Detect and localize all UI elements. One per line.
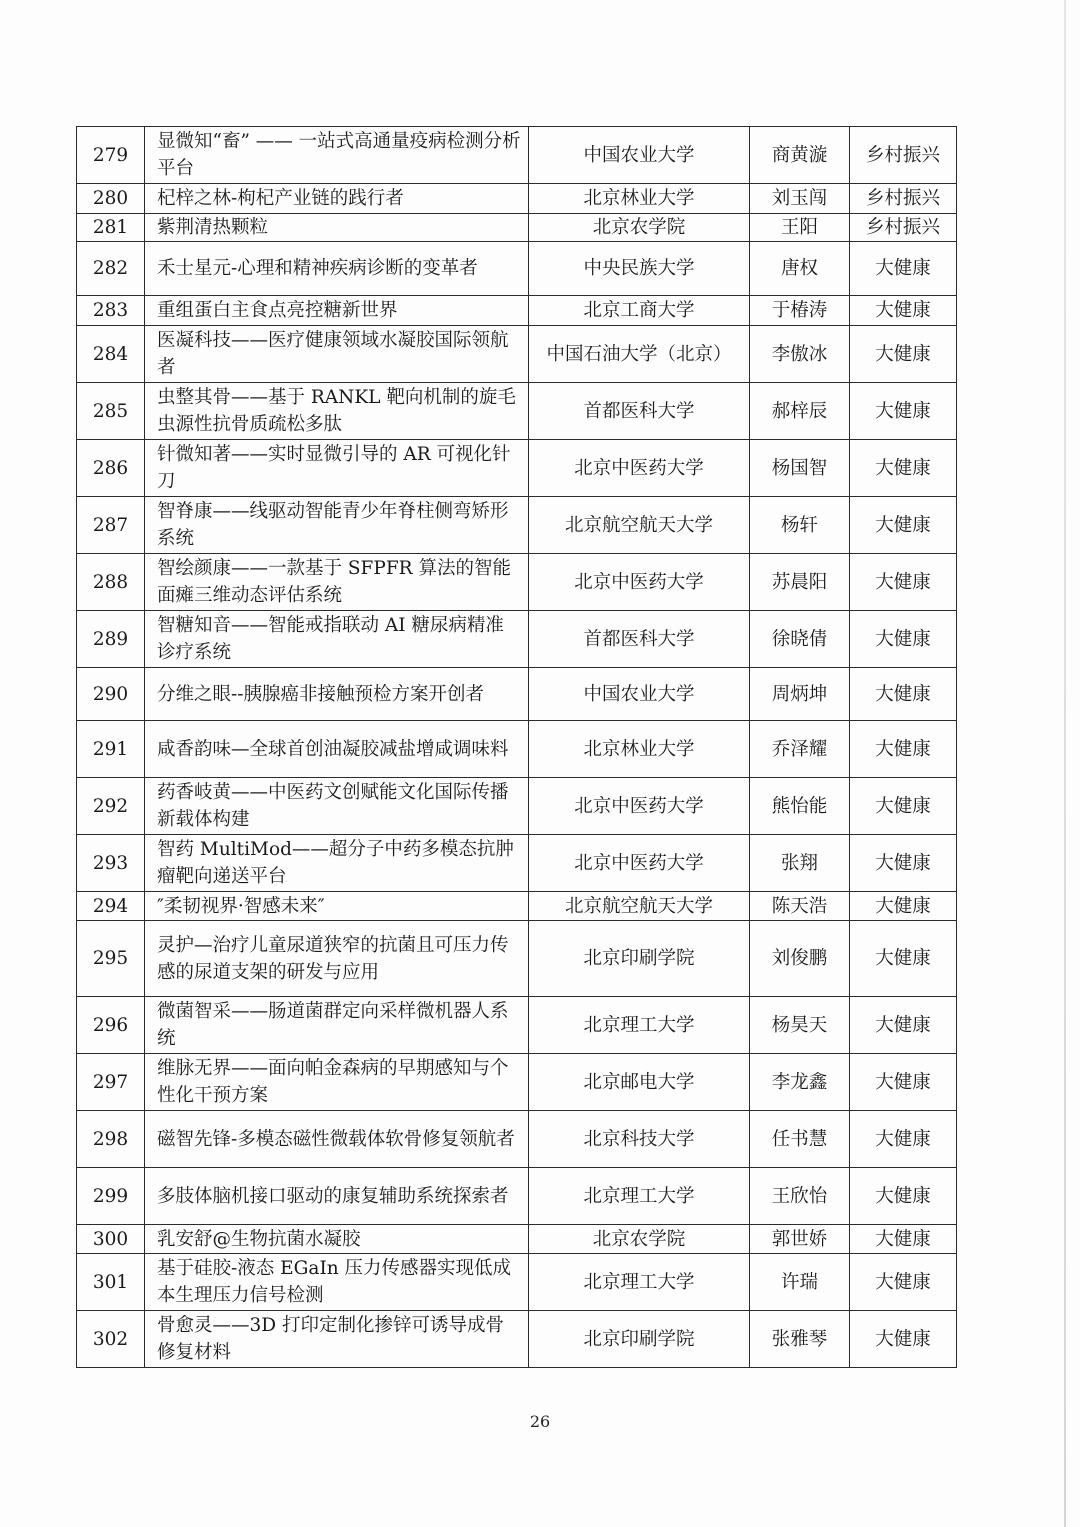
table-row (77, 127, 957, 184)
track-label: 大健康 (850, 1225, 957, 1254)
leader-name: 苏晨阳 (750, 554, 850, 611)
table-row (77, 892, 957, 921)
table-row (77, 668, 957, 721)
leader-name: 王阳 (750, 214, 850, 242)
table-body (77, 127, 957, 1368)
project-name: 磁智先锋-多模态磁性微载体软骨修复领航者 (145, 1111, 529, 1168)
row-number: 300 (77, 1225, 145, 1254)
track-label: 大健康 (850, 721, 957, 778)
page-number: 26 (529, 1412, 551, 1431)
school-name: 首都医科大学 (529, 383, 750, 440)
school-name: 北京农学院 (529, 214, 750, 242)
track-label: 大健康 (850, 921, 957, 997)
leader-name: 乔泽耀 (750, 721, 850, 778)
leader-name: 杨国智 (750, 440, 850, 497)
leader-name: 李傲冰 (750, 326, 850, 383)
track-label: 大健康 (850, 1254, 957, 1311)
project-name: 分维之眼--胰腺癌非接触预检方案开创者 (145, 668, 529, 721)
leader-name: 刘俊鹏 (750, 921, 850, 997)
leader-name: 任书慧 (750, 1111, 850, 1168)
row-number: 298 (77, 1111, 145, 1168)
leader-name: 李龙鑫 (750, 1054, 850, 1111)
school-name: 北京工商大学 (529, 296, 750, 326)
row-number: 280 (77, 184, 145, 214)
table-row (77, 1225, 957, 1254)
row-number: 296 (77, 997, 145, 1054)
table-row (77, 611, 957, 668)
project-name: 维脉无界——面向帕金森病的早期感知与个性化干预方案 (145, 1054, 529, 1111)
leader-name: 于椿涛 (750, 296, 850, 326)
table-row (77, 997, 957, 1054)
leader-name: 王欣怡 (750, 1168, 850, 1225)
track-label: 大健康 (850, 440, 957, 497)
leader-name: 张雅琴 (750, 1311, 850, 1368)
project-name: 药香岐黄——中医药文创赋能文化国际传播新载体构建 (145, 778, 529, 835)
table-row (77, 835, 957, 892)
track-label: 大健康 (850, 1111, 957, 1168)
row-number: 294 (77, 892, 145, 921)
track-label: 大健康 (850, 1311, 957, 1368)
track-label: 大健康 (850, 1168, 957, 1225)
table-row (77, 184, 957, 214)
row-number: 289 (77, 611, 145, 668)
project-name: 灵护—治疗儿童尿道狭窄的抗菌且可压力传感的尿道支架的研发与应用 (145, 921, 529, 997)
school-name: 中国农业大学 (529, 668, 750, 721)
school-name: 中国石油大学（北京） (529, 326, 750, 383)
project-list-table (76, 126, 957, 1368)
school-name: 北京科技大学 (529, 1111, 750, 1168)
track-label: 大健康 (850, 892, 957, 921)
row-number: 291 (77, 721, 145, 778)
track-label: 大健康 (850, 611, 957, 668)
project-name: 智糖知音——智能戒指联动 AI 糖尿病精准诊疗系统 (145, 611, 529, 668)
row-number: 283 (77, 296, 145, 326)
page-edge-shadow (1064, 0, 1066, 1527)
school-name: 北京理工大学 (529, 1168, 750, 1225)
project-name: 重组蛋白主食点亮控糖新世界 (145, 296, 529, 326)
leader-name: 刘玉闯 (750, 184, 850, 214)
row-number: 287 (77, 497, 145, 554)
project-name: ″柔韧视界·智感未来″ (145, 892, 529, 921)
school-name: 北京理工大学 (529, 1254, 750, 1311)
track-label: 乡村振兴 (850, 184, 957, 214)
school-name: 北京印刷学院 (529, 1311, 750, 1368)
school-name: 北京中医药大学 (529, 835, 750, 892)
row-number: 285 (77, 383, 145, 440)
table-row (77, 1311, 957, 1368)
project-name: 微菌智采——肠道菌群定向采样微机器人系统 (145, 997, 529, 1054)
project-name: 基于硅胶-液态 EGaIn 压力传感器实现低成本生理压力信号检测 (145, 1254, 529, 1311)
leader-name: 唐权 (750, 242, 850, 296)
track-label: 大健康 (850, 497, 957, 554)
row-number: 279 (77, 127, 145, 184)
track-label: 大健康 (850, 383, 957, 440)
table-row (77, 497, 957, 554)
track-label: 大健康 (850, 326, 957, 383)
leader-name: 商黄漩 (750, 127, 850, 184)
project-name: 智脊康——线驱动智能青少年脊柱侧弯矫形系统 (145, 497, 529, 554)
table-row (77, 721, 957, 778)
leader-name: 张翔 (750, 835, 850, 892)
project-name: 医凝科技——医疗健康领域水凝胶国际领航者 (145, 326, 529, 383)
school-name: 北京理工大学 (529, 997, 750, 1054)
school-name: 北京印刷学院 (529, 921, 750, 997)
leader-name: 杨轩 (750, 497, 850, 554)
table-row (77, 383, 957, 440)
row-number: 282 (77, 242, 145, 296)
project-name: 咸香韵味—全球首创油凝胶减盐增咸调味料 (145, 721, 529, 778)
school-name: 北京林业大学 (529, 184, 750, 214)
leader-name: 杨昊天 (750, 997, 850, 1054)
row-number: 288 (77, 554, 145, 611)
school-name: 北京邮电大学 (529, 1054, 750, 1111)
project-name: 乳安舒@生物抗菌水凝胶 (145, 1225, 529, 1254)
track-label: 大健康 (850, 1054, 957, 1111)
project-name: 骨愈灵——3D 打印定制化掺锌可诱导成骨修复材料 (145, 1311, 529, 1368)
row-number: 281 (77, 214, 145, 242)
row-number: 290 (77, 668, 145, 721)
project-name: 智绘颜康——一款基于 SFPFR 算法的智能面瘫三维动态评估系统 (145, 554, 529, 611)
leader-name: 郝梓辰 (750, 383, 850, 440)
table-row (77, 921, 957, 997)
school-name: 北京航空航天大学 (529, 892, 750, 921)
track-label: 大健康 (850, 296, 957, 326)
row-number: 292 (77, 778, 145, 835)
track-label: 大健康 (850, 997, 957, 1054)
project-name: 多肢体脑机接口驱动的康复辅助系统探索者 (145, 1168, 529, 1225)
school-name: 中央民族大学 (529, 242, 750, 296)
row-number: 297 (77, 1054, 145, 1111)
row-number: 286 (77, 440, 145, 497)
table-row (77, 778, 957, 835)
row-number: 295 (77, 921, 145, 997)
leader-name: 周炳坤 (750, 668, 850, 721)
track-label: 大健康 (850, 554, 957, 611)
row-number: 284 (77, 326, 145, 383)
school-name: 北京中医药大学 (529, 440, 750, 497)
table-row (77, 296, 957, 326)
project-name: 虫整其骨——基于 RANKL 靶向机制的旋毛虫源性抗骨质疏松多肽 (145, 383, 529, 440)
row-number: 301 (77, 1254, 145, 1311)
track-label: 乡村振兴 (850, 214, 957, 242)
school-name: 北京林业大学 (529, 721, 750, 778)
leader-name: 徐晓倩 (750, 611, 850, 668)
project-name: 紫荆清热颗粒 (145, 214, 529, 242)
project-name: 针微知著——实时显微引导的 AR 可视化针刀 (145, 440, 529, 497)
school-name: 北京中医药大学 (529, 778, 750, 835)
row-number: 302 (77, 1311, 145, 1368)
table-row (77, 554, 957, 611)
table-row (77, 440, 957, 497)
track-label: 大健康 (850, 778, 957, 835)
project-name: 禾士星元-心理和精神疾病诊断的变革者 (145, 242, 529, 296)
project-name: 显微知“畜” —— 一站式高通量疫病检测分析平台 (145, 127, 529, 184)
track-label: 乡村振兴 (850, 127, 957, 184)
table-row (77, 1254, 957, 1311)
leader-name: 熊怡能 (750, 778, 850, 835)
school-name: 北京农学院 (529, 1225, 750, 1254)
table-row (77, 326, 957, 383)
table-row (77, 1111, 957, 1168)
table-row (77, 242, 957, 296)
leader-name: 许瑞 (750, 1254, 850, 1311)
table-row (77, 1054, 957, 1111)
track-label: 大健康 (850, 668, 957, 721)
project-name: 杞梓之林-枸杞产业链的践行者 (145, 184, 529, 214)
row-number: 293 (77, 835, 145, 892)
table-row (77, 1168, 957, 1225)
row-number: 299 (77, 1168, 145, 1225)
track-label: 大健康 (850, 835, 957, 892)
track-label: 大健康 (850, 242, 957, 296)
project-name: 智药 MultiMod——超分子中药多模态抗肿瘤靶向递送平台 (145, 835, 529, 892)
school-name: 首都医科大学 (529, 611, 750, 668)
leader-name: 郭世娇 (750, 1225, 850, 1254)
leader-name: 陈天浩 (750, 892, 850, 921)
table-row (77, 214, 957, 242)
school-name: 北京中医药大学 (529, 554, 750, 611)
school-name: 中国农业大学 (529, 127, 750, 184)
school-name: 北京航空航天大学 (529, 497, 750, 554)
